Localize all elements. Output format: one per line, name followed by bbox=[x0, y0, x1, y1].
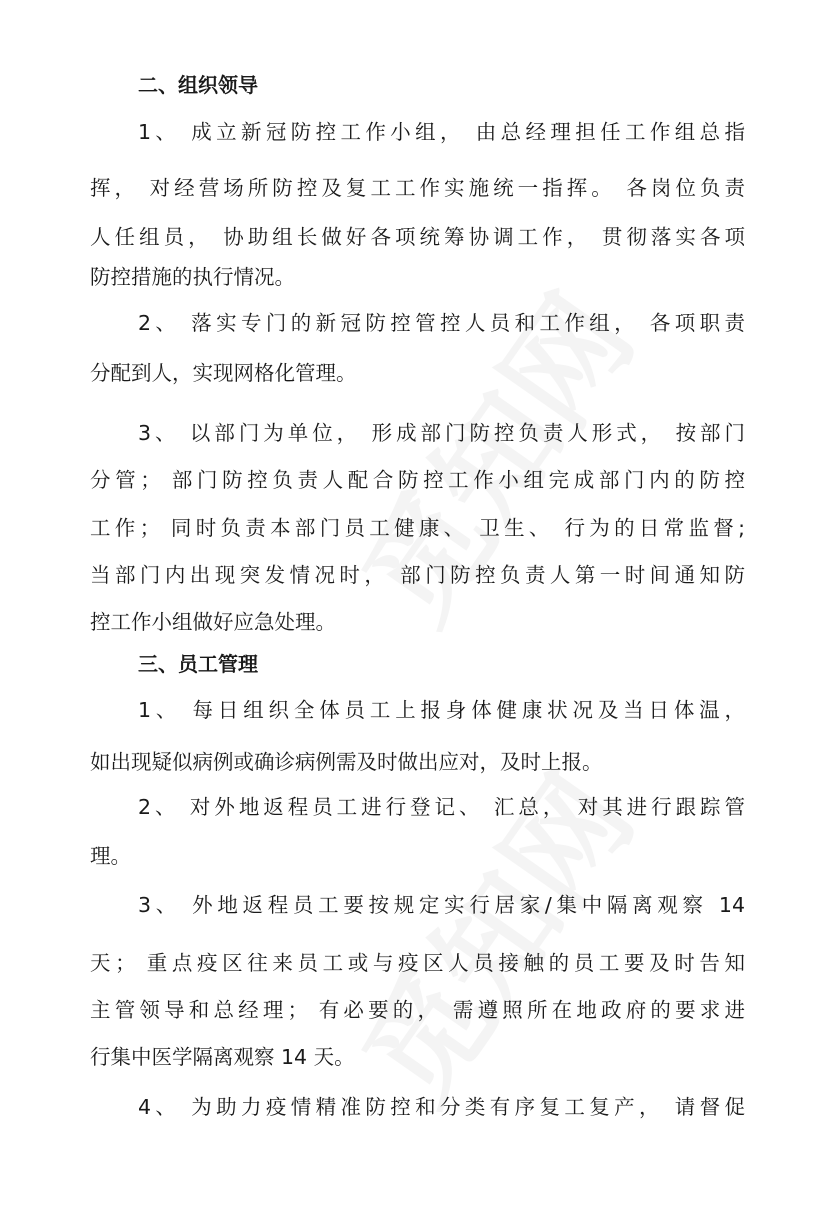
paragraph-line: 行集中医学隔离观察 14 天。 bbox=[90, 1045, 355, 1069]
paragraph-line: 2、 对外地返程员工进行登记、 汇总， 对其进行跟踪管 bbox=[138, 795, 745, 819]
paragraph-line: 2、 落实专门的新冠防控管控人员和工作组， 各项职责 bbox=[138, 311, 745, 335]
paragraph-line: 工作； 同时负责本部门员工健康、 卫生、 行为的日常监督; bbox=[90, 516, 745, 540]
paragraph-line: 3、 以部门为单位， 形成部门防控负责人形式， 按部门 bbox=[138, 421, 745, 445]
paragraph-line: 4、 为助力疫情精准防控和分类有序复工复产， 请督促 bbox=[138, 1095, 745, 1119]
paragraph-line: 1、 每日组织全体员工上报身体健康状况及当日体温， bbox=[138, 698, 745, 722]
paragraph-line: 天； 重点疫区往来员工或与疫区人员接触的员工要及时告知 bbox=[90, 951, 745, 975]
paragraph-line: 挥， 对经营场所防控及复工工作实施统一指挥。 各岗位负责 bbox=[90, 176, 745, 200]
section-heading: 三、员工管理 bbox=[138, 652, 258, 676]
paragraph-line: 控工作小组做好应急处理。 bbox=[90, 610, 336, 634]
section-heading: 二、组织领导 bbox=[138, 73, 258, 97]
paragraph-line: 主管领导和总经理； 有必要的， 需遵照所在地政府的要求进 bbox=[90, 998, 745, 1022]
paragraph-line: 防控措施的执行情况。 bbox=[90, 265, 295, 289]
paragraph-line: 当部门内出现突发情况时， 部门防控负责人第一时间通知防 bbox=[90, 563, 745, 587]
paragraph-line: 1、 成立新冠防控工作小组， 由总经理担任工作组总指 bbox=[138, 120, 745, 144]
paragraph-line: 人任组员， 协助组长做好各项统筹协调工作， 贯彻落实各项 bbox=[90, 225, 745, 249]
paragraph-line: 分管； 部门防控负责人配合防控工作小组完成部门内的防控 bbox=[90, 468, 745, 492]
paragraph-line: 分配到人，实现网格化管理。 bbox=[90, 361, 357, 385]
paragraph-line: 如出现疑似病例或确诊病例需及时做出应对，及时上报。 bbox=[90, 750, 603, 774]
paragraph-line: 3、 外地返程员工要按规定实行居家/集中隔离观察 14 bbox=[138, 893, 745, 917]
paragraph-line: 理。 bbox=[90, 844, 131, 868]
